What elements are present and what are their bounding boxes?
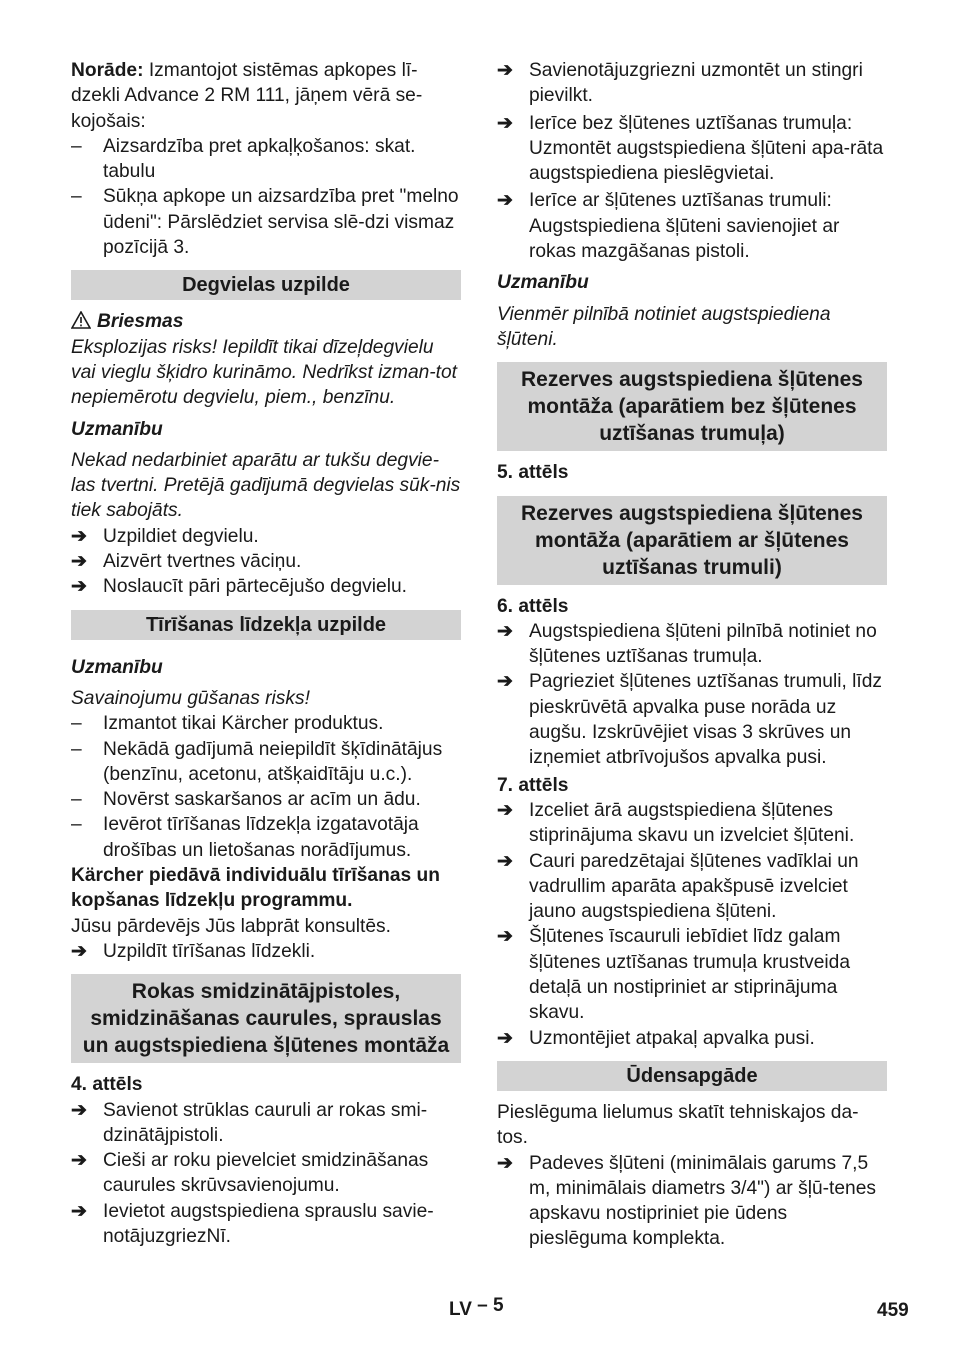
arrow-right-icon: ➔ [71, 1150, 88, 1172]
arrow-right-icon: ➔ [497, 671, 514, 693]
step-item: ➔ Aizvērt tvertnes vāciņu. [71, 549, 461, 574]
arrow-right-icon: ➔ [71, 1200, 88, 1222]
note-label: Norāde: [71, 60, 144, 81]
section-heading-spare-hose-reel: Rezerves augstspiediena šļūtenes montāža (aparātiem ar šļūtenes uztīšanas trumuli) [497, 496, 887, 585]
step-item: ➔ Ierīce bez šļūtenes uztīšanas trumuļa: Uzmontēt augstspiediena šļūteni apa-rāta augstspiediena pieslēgvietai. [497, 112, 884, 185]
caution-text: Savainojumu gūšanas risks! [71, 687, 310, 709]
arrow-right-icon: ➔ [497, 850, 514, 872]
step-item: ➔ Šļūtenes īscauruli iebīdiet līdz galam šļūtenes uztīšanas trumuļa krustveida detaļā un nostipriniet ar stiprinājuma skavu. [497, 926, 851, 1024]
step-item: ➔ Padeves šļūteni (minimālais garums 7,5 m, minimālais diametrs 3/4") ar šļū-tenes apskavu nostipriniet pie ūdens pieslēguma komplekta. [497, 1152, 876, 1250]
figure-ref: 5. attēls [497, 462, 569, 484]
caution-label: Uzmanību [71, 418, 163, 440]
step-item: ➔ Augstspiediena šļūteni pilnībā notiniet no šļūtenes uztīšanas trumuļa. [497, 620, 877, 668]
danger-text: Eksplozijas risks! Iepildīt tikai dīzeļdegvielu vai vieglu šķidro kurināmo. Nedrīkst izman-tot nepiemērotu degvielu, piem., benzīnu. [71, 336, 458, 409]
arrow-right-icon: ➔ [497, 926, 514, 948]
dash-bullet: – [71, 186, 82, 208]
figure-ref: 6. attēls [497, 595, 569, 617]
program-text: Jūsu pārdevējs Jūs labprāt konsultēs. [71, 915, 391, 937]
caution-text: Vienmēr pilnībā notiniet augstspiediena šļūteni. [497, 303, 831, 350]
right-column [497, 58, 887, 1252]
arrow-right-icon: ➔ [497, 1152, 514, 1174]
step-item: ➔ Uzmontējiet atpakaļ apvalka pusi. [497, 1026, 887, 1051]
warning-triangle-icon [71, 311, 91, 329]
section-heading-water: Ūdensapgāde [497, 1061, 887, 1091]
program-bold: Kärcher piedāvā individuālu tīrīšanas un kopšanas līdzekļu programmu. [71, 865, 440, 912]
section-heading-fuel: Degvielas uzpilde [71, 270, 461, 300]
step-item: ➔ Pagrieziet šļūtenes uztīšanas trumuli, līdz pieskrūvētā apvalka puse norāda uz augšu. Izskrūvējiet visas 3 skrūves un izņemiet atbrīvojušos apvalka pusi. [497, 671, 883, 769]
dash-bullet: – [71, 789, 82, 811]
caution-label: Uzmanību [71, 656, 163, 678]
figure-ref: 4. attēls [71, 1074, 143, 1096]
step-item: ➔ Cauri paredzētajai šļūtenes vadīklai un vadrullim aparāta apakšpusē izvelciet jauno augstspiediena šļūteni. [497, 850, 859, 923]
dash-bullet: – [71, 814, 82, 836]
footer-language: LV – 5 [449, 1295, 504, 1320]
list-item: – Aizsardzība pret apkaļķošanos: skat. tabulu [71, 135, 416, 183]
section-heading-cleaning: Tīrīšanas līdzekļa uzpilde [71, 610, 461, 640]
arrow-right-icon: ➔ [71, 525, 88, 547]
arrow-right-icon: ➔ [497, 620, 514, 642]
caution-text: Nekad nedarbiniet aparātu ar tukšu degvie-las tvertni. Pretējā gadījumā degvielas sūk-nis tiek sabojāts. [71, 449, 461, 522]
list-item: – Nekādā gadījumā neiepildīt šķīdinātājus (benzīnu, acetonu, atšķaidītāju u.c.). [71, 738, 443, 785]
list-item: – Sūkņa apkope un aizsardzība pret "melno ūdeni": Pārslēdziet servisa slē-dzi vismaz pozīcijā 3. [71, 186, 459, 259]
arrow-right-icon: ➔ [71, 551, 88, 573]
arrow-right-icon: ➔ [497, 799, 514, 821]
step-item: ➔ Uzpildīt tīrīšanas līdzekli. [71, 939, 461, 964]
step-item: ➔ Savienot strūklas cauruli ar rokas smi-dzinātājpistoli. [71, 1099, 428, 1146]
step-item: ➔ Uzpildiet degvielu. [71, 524, 461, 549]
dash-bullet: – [71, 135, 82, 157]
step-item: ➔ Noslaucīt pāri pārtecējušo degvielu. [71, 574, 461, 599]
danger-label: Briesmas [97, 311, 184, 333]
caution-label: Uzmanību [497, 272, 589, 294]
water-text: Pieslēguma lielumus skatīt tehniskajos da-tos. [497, 1101, 859, 1149]
arrow-right-icon: ➔ [497, 1027, 514, 1049]
step-item: ➔ Izceliet ārā augstspiediena šļūtenes stiprinājuma skavu un izvelciet šļūteni. [497, 799, 855, 847]
dash-bullet: – [71, 713, 82, 735]
arrow-right-icon: ➔ [497, 190, 514, 212]
danger-label-row [71, 309, 461, 334]
note-paragraph [71, 58, 461, 134]
arrow-right-icon: ➔ [497, 112, 514, 134]
footer-local-page: – 5 [477, 1295, 504, 1316]
step-item: ➔ Cieši ar roku pievelciet smidzināšanas caurules skrūvsavienojumu. [71, 1150, 429, 1197]
figure-ref: 7. attēls [497, 774, 569, 796]
list-item: – Novērst saskaršanos ar acīm un ādu. [71, 787, 461, 812]
note-text: Izmantojot sistēmas apkopes lī-dzekli Advance 2 RM 111, jāņem vērā se-kojošais: [71, 60, 423, 132]
section-heading-assembly: Rokas smidzinātājpistoles, smidzināšanas caurules, sprauslas un augstspiediena šļūtenes montāža [71, 974, 461, 1063]
arrow-right-icon: ➔ [497, 60, 514, 81]
left-column [71, 58, 461, 1249]
step-item: ➔ Savienotājuzgriezni uzmontēt un stingri pievilkt. [497, 60, 863, 107]
step-item: ➔ Ierīce ar šļūtenes uztīšanas trumuli: Augstspiediena šļūteni savienojiet ar rokas mazgāšanas pistoli. [497, 190, 840, 263]
section-heading-spare-hose-no-reel: Rezerves augstspiediena šļūtenes montāža (aparātiem bez šļūtenes uztīšanas trumuļa) [497, 362, 887, 451]
page-number: 459 [877, 1300, 909, 1321]
step-item: ➔ Ievietot augstspiediena sprauslu savie-notājuzgriezNī. [71, 1200, 434, 1247]
list-item: – Izmantot tikai Kärcher produktus. [71, 711, 461, 736]
arrow-right-icon: ➔ [71, 1099, 88, 1121]
arrow-right-icon: ➔ [71, 940, 88, 962]
arrow-right-icon: ➔ [71, 576, 88, 598]
list-item: – Ievērot tīrīšanas līdzekļa izgatavotāja drošības un lietošanas norādījumus. [71, 814, 419, 861]
dash-bullet: – [71, 738, 82, 760]
